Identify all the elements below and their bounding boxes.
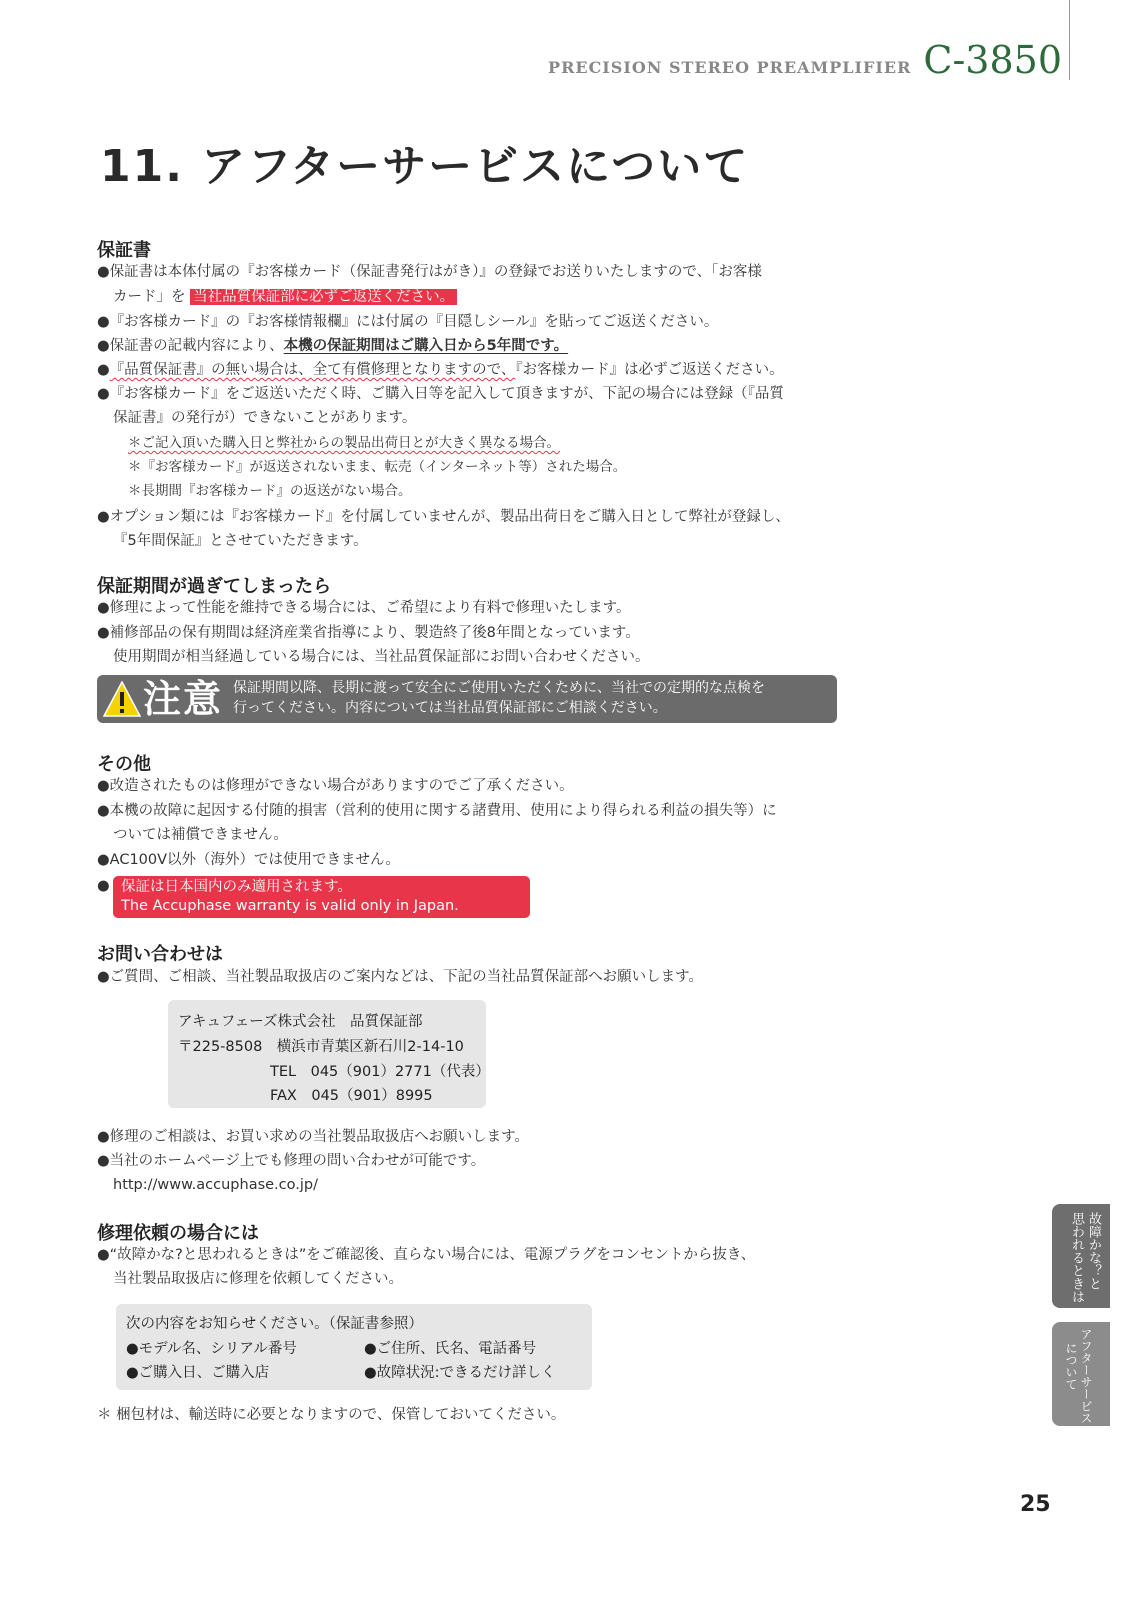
other-line-1: ●改造されたものは修理ができない場合がありますのでご了承ください。 (97, 778, 574, 794)
warranty-line-3 (97, 336, 568, 356)
page-title: 11. アフターサービスについて (100, 141, 750, 192)
repair-info-box (116, 1304, 592, 1390)
repair-item-purchase: ●ご購入日、ご購入店 (126, 1365, 270, 1381)
repair-item-symptom: ●故障状況:できるだけ詳しく (364, 1365, 556, 1381)
other-line-3: ●AC100V以外（海外）では使用できません。 (97, 852, 400, 868)
caution-text-1: 保証期間以降、長期に渡って安全にご使用いただくために、当社での定期的な点検を (233, 680, 765, 696)
header-model: C-3850 (923, 38, 1062, 82)
expired-line-1: ●修理によって性能を維持できる場合には、ご希望により有料で修理いたします。 (97, 600, 631, 616)
page-number: 25 (1020, 1492, 1051, 1517)
repair-note: ＊ 梱包材は、輸送時に必要となりますので、保管しておいてください。 (97, 1407, 566, 1423)
warranty-note-3: ＊長期間『お客様カード』の返送がない場合。 (128, 483, 412, 499)
repair-heading: 修理依頼の場合には (97, 1223, 259, 1244)
warranty-line-6b: 『5年間保証』とさせていただきます。 (113, 533, 368, 549)
contact-address: 〒225-8508 横浜市青葉区新石川2-14-10 (178, 1039, 464, 1055)
warranty-line-6a: ●オプション類には『お客様カード』を付属していませんが、製品出荷日をご購入日として弊社が登録し、 (97, 509, 790, 525)
header-subtitle: PRECISION STEREO PREAMPLIFIER (548, 58, 912, 77)
warranty-line-1b-text: カード」を (113, 289, 186, 305)
warranty-line-4 (97, 360, 784, 380)
japan-only-jp: 保証は日本国内のみ適用されます。 (121, 879, 352, 895)
side-tab-1-line-b: 思われるときは (1069, 1212, 1084, 1303)
expired-heading: 保証期間が過ぎてしまったら (97, 576, 331, 597)
warranty-line-4-text: 『お客様カード』は必ずご返送ください。 (515, 362, 784, 378)
contact-url[interactable]: http://www.accuphase.co.jp/ (113, 1177, 318, 1193)
contact-fax: FAX 045（901）8995 (270, 1088, 433, 1104)
repair-box-title: 次の内容をお知らせください。（保証書参照） (126, 1316, 423, 1332)
caution-banner (97, 675, 837, 723)
other-heading: その他 (97, 754, 151, 775)
warranty-line-2: ●『お客様カード』の『お客様情報欄』には付属の『目隠しシール』を貼ってご返送ください。 (97, 314, 719, 330)
other-line-4-bullet: ● (97, 878, 110, 894)
side-tab-after-service[interactable] (1052, 1322, 1110, 1426)
contact-heading: お問い合わせは (97, 944, 223, 965)
side-tab-1-line-a: 故障かな？と (1086, 1212, 1101, 1290)
contact-line-3: ●当社のホームページ上でも修理の問い合わせが可能です。 (97, 1153, 486, 1169)
contact-address-box (168, 1000, 490, 1108)
return-highlight: 当社品質保証部に必ずご返送ください。 (190, 289, 457, 305)
warranty-heading: 保証書 (97, 240, 151, 261)
warranty-line-3-text: ●保証書の記載内容により、 (97, 338, 284, 354)
contact-company: アキュフェーズ株式会社 品質保証部 (178, 1014, 423, 1030)
contact-line-2: ●修理のご相談は、お買い求めの当社製品取扱店へお願いします。 (97, 1129, 529, 1145)
contact-tel: TEL 045（901）2771（代表） (270, 1064, 490, 1080)
repair-line-1b: 当社製品取扱店に修理を依頼してください。 (113, 1271, 403, 1287)
other-line-2a: ●本機の故障に起因する付随的損害（営利的使用に関する諸費用、使用により得られる利益の損失等）に (97, 803, 777, 819)
warranty-line-5a: ●『お客様カード』をご返送いただく時、ご購入日等を記入して頂きますが、下記の場合には登録（『品質 (97, 386, 784, 402)
caution-text (233, 678, 765, 718)
caution-label: 注意 (143, 677, 224, 721)
warranty-note-1-text: ＊ご記入頂いた購入日と弊社からの製品出荷日とが大きく異なる場合。 (128, 435, 560, 451)
warranty-line-1a: ●保証書は本体付属の『お客様カード（保証書発行はがき）』の登録でお送りいたしますので、「お客様 (97, 264, 762, 280)
bullet: ● (97, 362, 110, 378)
warranty-note-1 (128, 433, 560, 453)
warranty-line-5b: 保証書』の発行が）できないことがあります。 (113, 410, 417, 426)
caution-text-2: 行ってください。内容については当社品質保証部にご相談ください。 (233, 700, 667, 716)
page-header (548, 38, 1062, 82)
warranty-period-emphasis: 本機の保証期間はご購入日から5年間です。 (283, 338, 569, 354)
japan-only-notice (113, 876, 530, 918)
header-divider (1069, 0, 1070, 80)
other-line-2b: ついては補償できません。 (113, 827, 288, 843)
side-tab-troubleshooting[interactable] (1052, 1204, 1110, 1308)
warning-icon (103, 681, 141, 717)
expired-line-2b: 使用期間が相当経過している場合には、当社品質保証部にお問い合わせください。 (113, 649, 650, 665)
repair-item-model: ●モデル名、シリアル番号 (126, 1341, 297, 1357)
repair-line-1a: ●“故障かな?と思われるときは”をご確認後、直らない場合には、電源プラグをコンセントから抜き、 (97, 1247, 756, 1263)
side-tab-2-line-a: アフターサービス (1079, 1328, 1093, 1424)
warranty-note-2: ＊『お客様カード』が返送されないまま、転売（インターネット等）された場合。 (128, 459, 627, 475)
contact-line-1: ●ご質問、ご相談、当社製品取扱店のご案内などは、下記の当社品質保証部へお願いします。 (97, 969, 703, 985)
expired-line-2a: ●補修部品の保有期間は経済産業省指導により、製造終了後8年間となっています。 (97, 625, 640, 641)
japan-only-en: The Accuphase warranty is valid only in Japan. (121, 898, 459, 914)
warranty-line-1b (113, 287, 457, 307)
repair-item-address: ●ご住所、氏名、電話番号 (364, 1341, 537, 1357)
paid-repair-emphasis: 『品質保証書』の無い場合は、全て有償修理となりますので、 (109, 362, 516, 378)
side-tab-2-line-b: について (1064, 1342, 1078, 1390)
